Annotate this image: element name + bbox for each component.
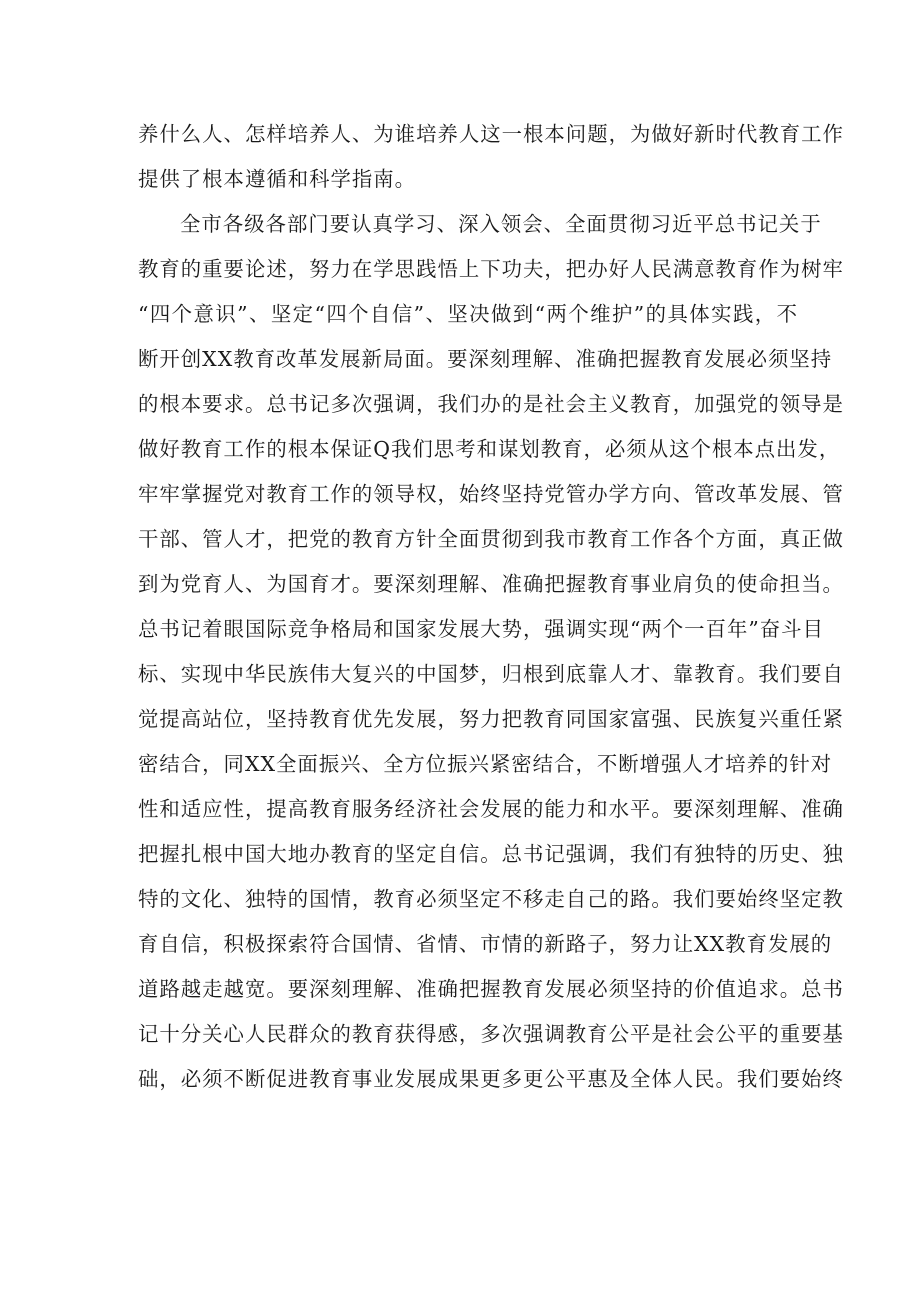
text-line: 记十分关心人民群众的教育获得感，多次强调教育公平是社会公平的重要基	[138, 1022, 844, 1046]
text-line: 密结合，同XX全面振兴、全方位振兴紧密结合，不断增强人才培养的针对	[138, 752, 833, 776]
text-line: 道路越走越宽。要深刻理解、准确把握教育发展必须坚持的价值追求。总书	[138, 977, 844, 1001]
text-line: 础，必须不断促进教育事业发展成果更多更公平惠及全体人民。我们要始终	[138, 1067, 844, 1091]
text-line: 到为党育人、为国育才。要深刻理解、准确把握教育事业肩负的使命担当。	[138, 572, 844, 596]
text-line: 总书记着眼国际竞争格局和国家发展大势，强调实现“两个一百年”奋斗目	[138, 617, 824, 641]
paragraph	[138, 112, 844, 202]
text-line: 做好教育工作的根本保证Q我们思考和谋划教育，必须从这个根本点出发，	[138, 437, 841, 461]
text-line: 全市各级各部门要认真学习、深入领会、全面贯彻习近平总书记关于	[180, 212, 822, 236]
text-line: 断开创XX教育改革发展新局面。要深刻理解、准确把握教育发展必须坚持	[138, 347, 833, 371]
text-line: 标、实现中华民族伟大复兴的中国梦，归根到底靠人才、靠教育。我们要自	[138, 662, 844, 686]
text-line: 觉提高站位，坚持教育优先发展，努力把教育同国家富强、民族复兴重任紧	[138, 707, 844, 731]
text-line: 把握扎根中国大地办教育的坚定自信。总书记强调，我们有独特的历史、独	[138, 842, 844, 866]
text-line: 的根本要求。总书记多次强调，我们办的是社会主义教育，加强党的领导是	[138, 392, 844, 416]
text-line: 养什么人、怎样培养人、为谁培养人这一根本问题，为做好新时代教育工作	[138, 122, 844, 146]
paragraph	[138, 202, 844, 1102]
text-line: 牢牢掌握党对教育工作的领导权，始终坚持党管办学方向、管改革发展、管	[138, 482, 844, 506]
document-body	[138, 112, 844, 1102]
text-line: 育自信，积极探索符合国情、省情、市情的新路子，努力让XX教育发展的	[138, 932, 833, 956]
text-line: 特的文化、独特的国情，教育必须坚定不移走自己的路。我们要始终坚定教	[138, 887, 844, 911]
text-line: 干部、管人才，把党的教育方针全面贯彻到我市教育工作各个方面，真正做	[138, 527, 844, 551]
text-line: “四个意识”、坚定“四个自信”、坚决做到“两个维护”的具体实践，不	[138, 302, 798, 326]
text-line: 教育的重要论述，努力在学思践悟上下功夫，把办好人民满意教育作为树牢	[138, 257, 844, 281]
text-line: 性和适应性，提高教育服务经济社会发展的能力和水平。要深刻理解、准确	[138, 797, 844, 821]
text-line: 提供了根本遵循和科学指南。	[138, 167, 417, 191]
